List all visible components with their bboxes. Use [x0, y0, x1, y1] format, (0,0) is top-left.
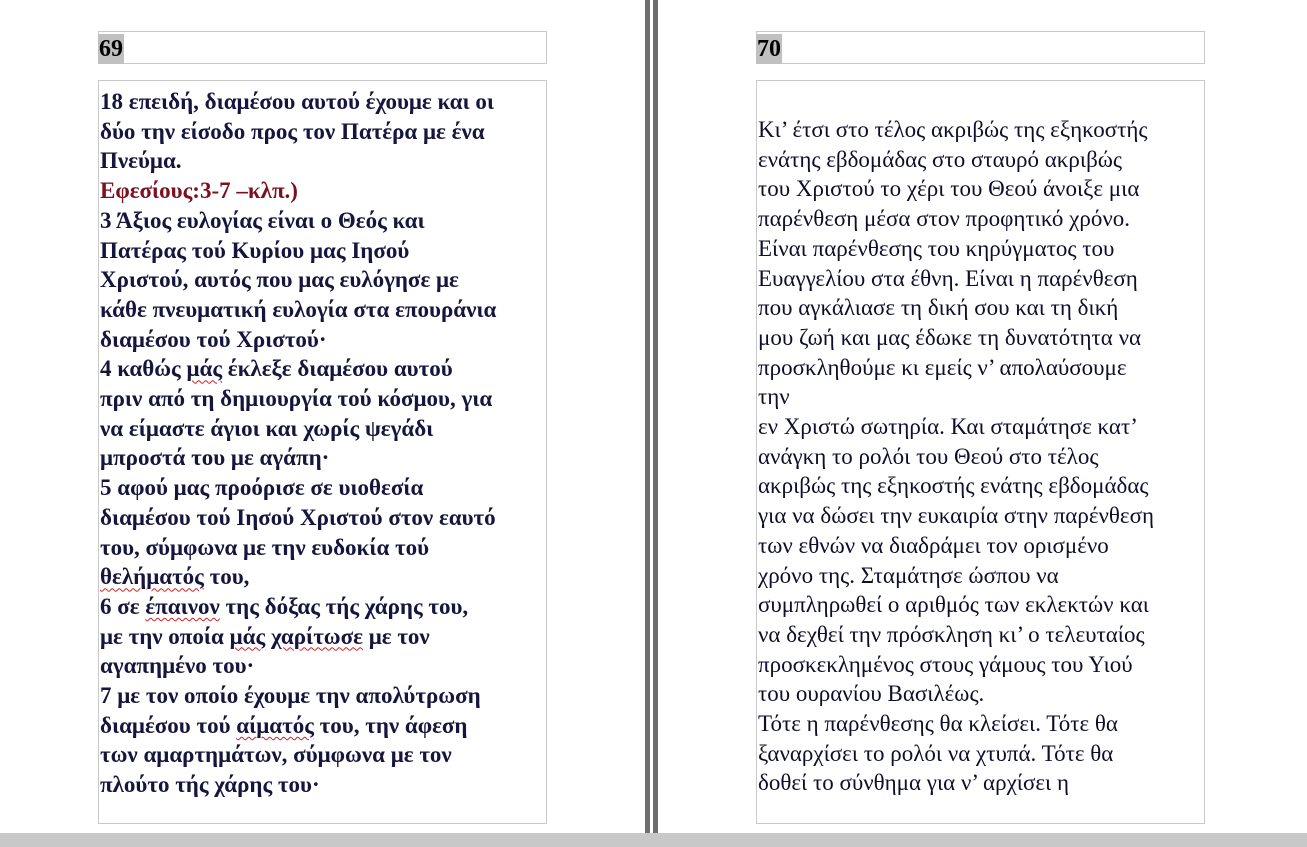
- text-line: [100, 681, 546, 711]
- text-segment: δύο την είσοδο προς τον Πατέρα με ένα: [100, 118, 485, 144]
- text-segment: Πνεύμα.: [100, 148, 182, 174]
- text-line: [100, 592, 546, 622]
- text-segment: την: [758, 384, 790, 410]
- text-line: [100, 236, 546, 266]
- text-segment: Εφεσίους:3-7 –κλπ.): [100, 178, 298, 204]
- text-segment: διαμέσου τού: [100, 712, 237, 738]
- text-segment: Τότε η παρένθεσης θα κλείσει. Τότε θα: [758, 711, 1118, 737]
- text-segment: προσκεκλημένος στους γάμους του Υιού: [758, 651, 1133, 677]
- text-line: [100, 503, 546, 533]
- text-line: [100, 711, 546, 741]
- text-segment: Είναι παρένθεσης του κηρύγματος του: [758, 235, 1115, 261]
- text-segment: για να δώσει την ευκαιρία στην παρένθεση: [758, 503, 1154, 529]
- horizontal-scroll-area[interactable]: [0, 833, 1307, 847]
- text-segment: ακριβώς της εξηκοστής ενάτης εβδομάδας: [758, 473, 1149, 499]
- text-line: [758, 293, 1204, 323]
- scripture-reference-line: [100, 176, 546, 206]
- text-line: [758, 561, 1204, 591]
- text-line: [100, 473, 546, 503]
- text-segment: δοθεί το σύνθημα για ν’ αρχίσει η: [758, 770, 1070, 796]
- text-segment: κάθε πνευματική ευλογία στα επουράνια: [100, 296, 497, 322]
- text-segment: ξαναρχίσει το ρολόι να χτυπά. Τότε θα: [758, 740, 1114, 766]
- text-line: [758, 709, 1204, 739]
- text-segment: να δεχθεί την πρόσκληση κι’ ο τελευταίος: [758, 621, 1145, 647]
- text-line: [758, 471, 1204, 501]
- text-segment: μπροστά του με αγάπη·: [100, 445, 330, 471]
- text-segment: έκλεξε διαμέσου αυτού: [222, 356, 453, 382]
- text-line: [100, 117, 546, 147]
- text-segment: των αμαρτημάτων, σύμφωνα με τον: [100, 742, 452, 768]
- text-line: [758, 531, 1204, 561]
- text-segment: 18 επειδή, διαμέσου αυτού έχουμε και οι: [100, 89, 494, 114]
- text-line: [758, 442, 1204, 472]
- text-line: [758, 679, 1204, 709]
- text-line: [100, 87, 546, 117]
- text-segment: πριν από τη δημιουργία τού κόσμου, για: [100, 386, 493, 412]
- text-segment: ανάγκη το ρολόι του Θεού στο τέλος: [758, 443, 1099, 469]
- spellcheck-flagged-word: έπαινον: [145, 593, 220, 619]
- text-line: [758, 382, 1204, 412]
- text-line: [100, 146, 546, 176]
- text-line: [100, 206, 546, 236]
- text-segment: της δόξας τής χάρης του,: [219, 593, 469, 619]
- text-line: [100, 770, 546, 800]
- text-segment: του, την άφεση: [313, 712, 468, 738]
- right-page-header-frame: [756, 31, 1205, 64]
- text-line: [100, 562, 546, 592]
- spellcheck-flagged-word: χαρίτωσε: [270, 623, 363, 649]
- text-line: [758, 174, 1204, 204]
- text-line: [758, 234, 1204, 264]
- spellcheck-flagged-word: μάς: [186, 356, 223, 382]
- spellcheck-flagged-word: θελήματός: [100, 564, 204, 590]
- text-line: [758, 264, 1204, 294]
- text-segment: 7 με τον οποίο έχουμε την απολύτρωση: [100, 683, 481, 709]
- text-segment: 6 σε: [100, 593, 146, 619]
- text-line: [758, 323, 1204, 353]
- text-line: [100, 414, 546, 444]
- spellcheck-flagged-word: αίματός: [236, 712, 314, 738]
- text-line: [758, 650, 1204, 680]
- text-line: [100, 295, 546, 325]
- text-segment: του, σύμφωνα με την ευδοκία τού: [100, 534, 430, 560]
- text-line: [758, 739, 1204, 769]
- text-segment: πλούτο τής χάρης του·: [100, 772, 320, 798]
- text-segment: των εθνών να διαδράμει τον ορισμένο: [758, 532, 1109, 558]
- text-segment: διαμέσου τού Χριστού·: [100, 326, 327, 352]
- text-line: [100, 622, 546, 652]
- right-page-number: 70: [757, 36, 781, 62]
- text-line: [100, 384, 546, 414]
- text-line: [100, 443, 546, 473]
- text-segment: με τον: [362, 623, 430, 649]
- text-segment: εν Χριστώ σωτηρία. Και σταμάτησε κατ’: [758, 414, 1138, 440]
- text-segment: χρόνο της. Σταμάτησε ώσπου να: [758, 562, 1059, 588]
- text-line: [758, 353, 1204, 383]
- right-page-text-frame: [756, 80, 1205, 824]
- text-segment: Χριστού, αυτός που μας ευλόγησε με: [100, 267, 459, 293]
- text-line: [758, 145, 1204, 175]
- left-page-number: 69: [99, 36, 123, 62]
- left-page: [0, 0, 645, 833]
- text-segment: 3 Άξιος ευλογίας είναι ο Θεός και: [100, 207, 425, 233]
- text-line: [100, 651, 546, 681]
- text-segment: 5 αφού μας προόρισε σε υιοθεσία: [100, 475, 424, 501]
- text-segment: Κι’ έτσι στο τέλος ακριβώς της εξηκοστής: [758, 117, 1148, 142]
- text-segment: του,: [203, 564, 250, 590]
- text-segment: συμπληρωθεί ο αριθμός των εκλεκτών και: [758, 592, 1149, 618]
- text-line: [758, 412, 1204, 442]
- page-divider: [645, 0, 659, 833]
- text-segment: να είμαστε άγιοι και χωρίς ψεγάδι: [100, 415, 434, 441]
- text-line: [100, 533, 546, 563]
- text-segment: παρένθεση μέσα στον προφητικό χρόνο.: [758, 206, 1131, 232]
- text-segment: που αγκάλιασε τη δική σου και τη δική: [758, 295, 1119, 321]
- text-segment: με την οποία: [100, 623, 230, 649]
- text-segment: Πατέρας τού Κυρίου μας Ιησού: [100, 237, 410, 263]
- text-segment: Ευαγγελίου στα έθνη. Είναι η παρένθεση: [758, 265, 1138, 291]
- text-segment: αγαπημένο του·: [100, 653, 255, 679]
- left-page-text-frame: [98, 80, 547, 824]
- text-segment: προσκληθούμε κι εμείς ν’ απολαύσουμε: [758, 354, 1127, 380]
- text-segment: 4 καθώς: [100, 356, 187, 382]
- text-line: [758, 115, 1204, 145]
- text-line: [100, 740, 546, 770]
- text-line: [758, 768, 1204, 798]
- spellcheck-flagged-word: μάς: [229, 623, 266, 649]
- text-line: [100, 354, 546, 384]
- right-page: [659, 0, 1307, 833]
- text-segment: του ουρανίου Βασιλέως.: [758, 681, 985, 707]
- text-segment: διαμέσου τού Ιησού Χριστού στον εαυτό: [100, 504, 496, 530]
- left-page-header-frame: [98, 31, 547, 64]
- text-line: [100, 265, 546, 295]
- text-segment: ενάτης εβδομάδας στο σταυρό ακριβώς: [758, 146, 1123, 172]
- text-line: [758, 620, 1204, 650]
- text-line: [100, 325, 546, 355]
- text-segment: του Χριστού το χέρι του Θεού άνοιξε μια: [758, 176, 1140, 202]
- text-segment: μου ζωή και μας έδωκε τη δυνατότητα να: [758, 324, 1142, 350]
- text-line: [758, 590, 1204, 620]
- text-line: [758, 204, 1204, 234]
- text-line: [758, 501, 1204, 531]
